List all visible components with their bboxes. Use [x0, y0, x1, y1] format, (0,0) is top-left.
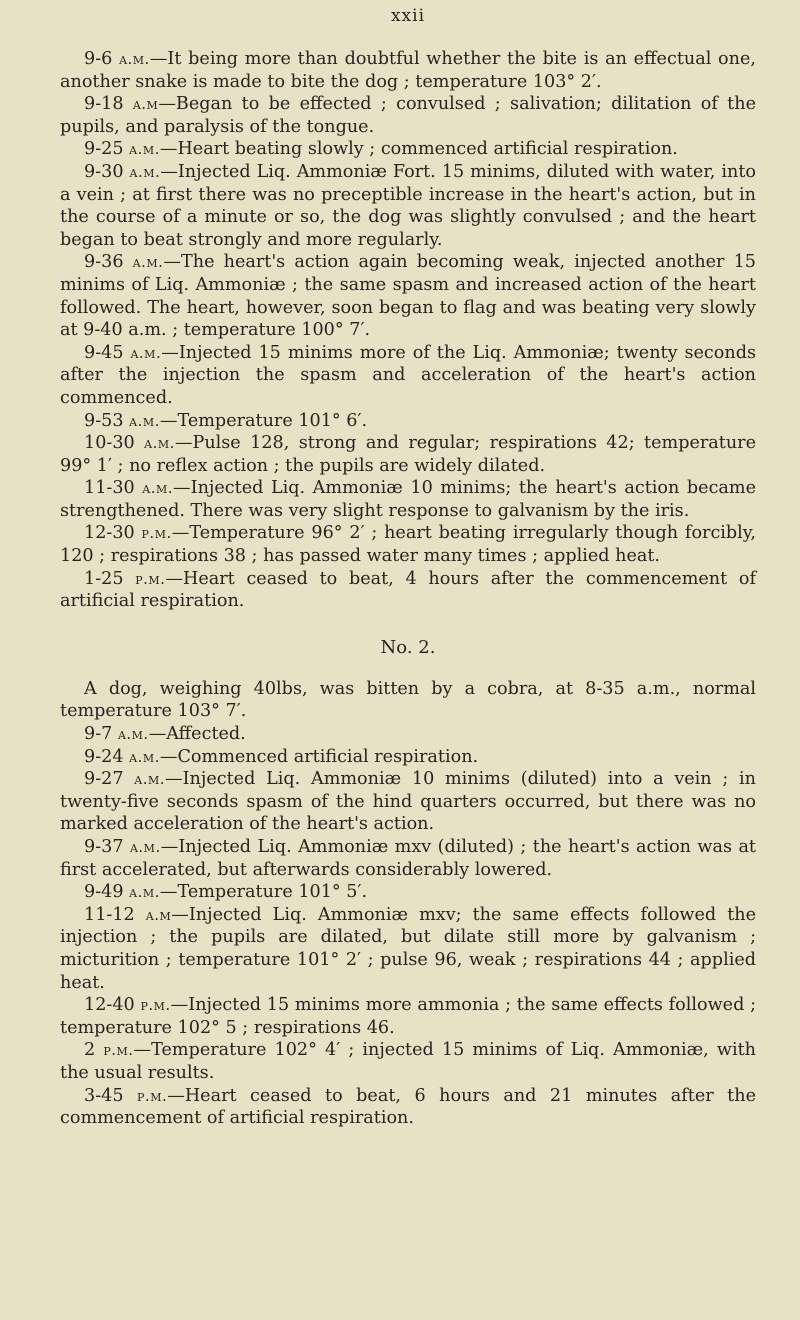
entry-meridiem: a.m [132, 95, 159, 114]
entry-time: 3-45 [84, 1085, 138, 1106]
case-two-log [60, 723, 756, 1130]
entry-time: 10-30 [84, 433, 145, 454]
log-entry [60, 251, 756, 341]
entry-time: 2 [84, 1040, 104, 1061]
entry-meridiem: a.m. [119, 50, 150, 68]
log-entry [60, 477, 756, 522]
entry-meridiem: a.m. [129, 838, 161, 856]
log-entry [60, 768, 756, 836]
entry-time: 1-25 [84, 568, 136, 589]
entry-text: —Temperature 96° 2′ ; heart beating irregularly though forcibly, 120 ; respirations 38 ; has passed water many times ; applied heat. [60, 523, 757, 567]
log-entry [60, 1039, 756, 1084]
entry-meridiem: a.m. [129, 747, 160, 766]
log-entry [60, 881, 756, 904]
entry-time: 9-24 [84, 746, 130, 767]
entry-text: —Injected Liq. Ammoniæ mxv; the same effects followed the injection ; the pupils are dilated, but dilate still more by galvanism ; micturition ; temperature 101° 2′ ; pulse 96, weak ; respirations 44 ; applied heat. [60, 904, 757, 993]
entry-time: 9-27 [84, 769, 135, 790]
entry-meridiem: a.m. [129, 140, 160, 159]
entry-meridiem: a.m. [144, 434, 175, 453]
log-entry [60, 994, 756, 1039]
entry-text: —Injected 15 minims more of the Liq. Ammoniæ; twenty seconds after the injection the spasm and acceleration of the heart's action commenced. [60, 342, 756, 408]
entry-meridiem: a.m. [129, 411, 160, 430]
entry-meridiem: p.m. [137, 1086, 168, 1105]
entry-time: 9-36 [84, 252, 133, 273]
entry-text: —Injected Liq. Ammoniæ mxv (diluted) ; the heart's action was at first accelerated, but afterwards considerably lowered. [60, 837, 757, 880]
page-number: xxii [390, 6, 426, 26]
log-entry [60, 568, 756, 613]
entry-time: 9-25 [84, 139, 130, 160]
log-entry [60, 1085, 756, 1130]
entry-time: 11-30 [84, 478, 143, 499]
entry-text: —Heart ceased to beat, 4 hours after the commencement of artificial respiration. [60, 568, 756, 612]
entry-text: —Heart ceased to beat, 6 hours and 21 minutes after the commencement of artificial respiration. [60, 1085, 756, 1129]
entry-meridiem: p.m. [135, 569, 166, 588]
entry-text: —Injected Liq. Ammoniæ 10 minims; the heart's action became strengthened. There was very slight response to galvanism by the iris. [60, 478, 757, 521]
entry-text: —Commenced artificial respiration. [159, 746, 479, 767]
entry-time: 9-49 [84, 882, 130, 903]
entry-meridiem: p.m. [103, 1041, 134, 1060]
log-entry [60, 93, 756, 138]
entry-time: 9-45 [84, 342, 131, 363]
entry-text: —Began to be effected ; convulsed ; salivation; dilitation of the pupils, and paralysis of the tongue. [60, 94, 756, 137]
entry-meridiem: a.m. [134, 770, 166, 789]
entry-text: —Temperature 101° 6′. [159, 410, 368, 431]
log-entry [60, 836, 756, 881]
entry-text: —Injected Liq. Ammoniæ Fort. 15 minims, diluted with water, into a vein ; at first there was no preceptible increase in the heart's action, but in the course of a minute or so, the dog was slightly convulsed ; and the heart began to beat strongly and more regularly. [60, 161, 756, 250]
entry-meridiem: a.m [145, 905, 172, 924]
entry-text: —Temperature 102° 4′ ; injected 15 minims of Liq. Ammoniæ, with the usual results. [60, 1040, 756, 1083]
entry-time: 9-30 [84, 161, 130, 182]
entry-text: —Injected 15 minims more ammonia ; the same effects followed ; temperature 102° 5 ; respirations 46. [60, 995, 757, 1038]
log-entry [60, 522, 756, 567]
entry-text: —Injected Liq. Ammoniæ 10 minims (diluted) into a vein ; in twenty-five seconds spasm of the hind quarters occurred, but there was no marked acceleration of the heart's action. [60, 769, 756, 835]
entry-meridiem: a.m. [130, 343, 162, 362]
entry-meridiem: a.m. [142, 479, 174, 498]
entry-time: 9-6 [84, 49, 120, 69]
entry-meridiem: a.m. [132, 253, 164, 272]
entry-text: —The heart's action again becoming weak, injected another 15 minims of Liq. Ammoniæ ; the same spasm and increased action of the heart followed. The heart, however, soon began to flag and was beating very slowly at 9-40 a.m. ; temperature 100° 7′. [60, 252, 756, 341]
case-one-log [60, 48, 756, 613]
entry-time: 12-40 [84, 995, 141, 1016]
entry-text: —It being more than doubtful whether the bite is an effectual one, another snake is made to bite the dog ; temperature 103° 2′. [60, 49, 756, 92]
entry-meridiem: a.m. [129, 162, 161, 181]
entry-time: 12-30 [84, 523, 142, 544]
log-entry [60, 48, 756, 93]
log-entry [60, 410, 756, 433]
entry-time: 9-18 [84, 94, 133, 115]
entry-text: —Pulse 128, strong and regular; respirations 42; temperature 99° 1′ ; no reflex action ; the pupils are widely dilated. [60, 433, 756, 476]
case-two-intro: A dog, weighing 40lbs, was bitten by a cobra, at 8-35 a.m., normal temperature 103° 7′. [60, 678, 756, 722]
log-entry [60, 138, 756, 161]
entry-text: —Temperature 101° 5′. [159, 882, 368, 903]
log-entry [60, 746, 756, 769]
entry-meridiem: p.m. [141, 524, 172, 543]
entry-time: 11-12 [84, 904, 146, 925]
entry-time: 9-37 [84, 837, 130, 857]
entry-text: —Heart beating slowly ; commenced artificial respiration. [159, 139, 678, 160]
log-entry [60, 904, 756, 994]
entry-meridiem: p.m. [140, 996, 171, 1015]
log-entry [60, 161, 756, 251]
entry-meridiem: a.m. [117, 725, 149, 744]
entry-time: 9-53 [84, 410, 130, 431]
section-heading: No. 2. [380, 636, 436, 658]
log-entry [60, 723, 756, 746]
entry-text: —Affected. [148, 724, 246, 745]
log-entry [60, 342, 756, 410]
entry-meridiem: a.m. [129, 883, 160, 902]
entry-time: 9-7 [84, 724, 118, 745]
log-entry [60, 432, 756, 477]
